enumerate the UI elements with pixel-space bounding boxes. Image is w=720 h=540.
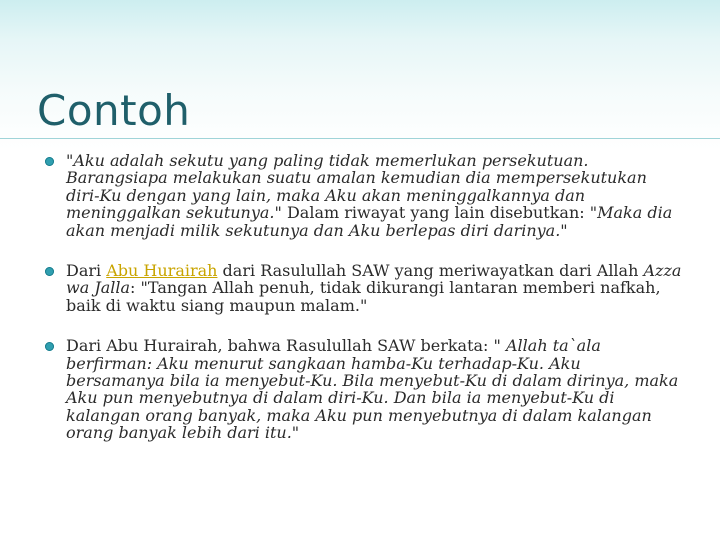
bullet-item bbox=[44, 262, 684, 314]
bullet-item bbox=[44, 152, 684, 239]
narration-text: Dalam riwayat yang lain disebutkan: " bbox=[281, 203, 598, 223]
bullet-dot-icon bbox=[45, 342, 54, 351]
divine-name: Azza wa Jalla bbox=[66, 261, 682, 298]
slide-title: Contoh bbox=[37, 86, 191, 135]
hadith-quote: : "Tangan Allah penuh, tidak dikurangi lantaran memberi nafkah, baik di waktu siang maupun malam." bbox=[66, 278, 661, 315]
narration-text: Dari bbox=[66, 261, 107, 281]
bullet-item bbox=[44, 337, 684, 441]
narration-text: Dari Abu Hurairah, bahwa Rasulullah SAW berkata: " bbox=[66, 336, 506, 356]
narration-text: dari Rasulullah SAW yang meriwayatkan dari Allah bbox=[217, 261, 644, 281]
hadith-quote: Maka dia akan menjadi milik sekutunya dan Aku berlepas diri darinya." bbox=[66, 203, 673, 240]
bullet-list bbox=[44, 152, 684, 442]
bullet-dot-icon bbox=[45, 157, 54, 166]
hadith-quote: "Aku adalah sekutu yang paling tidak memerlukan persekutuan. Barangsiapa melakukan suatu amalan kemudian dia mempersekutukan diri-Ku dengan yang lain, maka Aku akan meninggalkannya dan meninggalkan sekutunya." bbox=[66, 151, 647, 223]
bullet-dot-icon bbox=[45, 267, 54, 276]
title-divider bbox=[0, 138, 720, 139]
abu-hurairah-link[interactable]: Abu Hurairah bbox=[106, 261, 218, 281]
hadith-quote: Allah ta`ala berfirman: Aku menurut sangkaan hamba-Ku terhadap-Ku. Aku bersamanya bila ia menyebut-Ku. Bila menyebut-Ku di dalam dirinya, maka Aku pun menyebutnya di dalam diri-Ku. Dan bila ia menyebut-Ku di kalangan orang banyak, maka Aku pun menyebutnya di dalam kalangan orang banyak lebih dari itu." bbox=[66, 336, 679, 443]
